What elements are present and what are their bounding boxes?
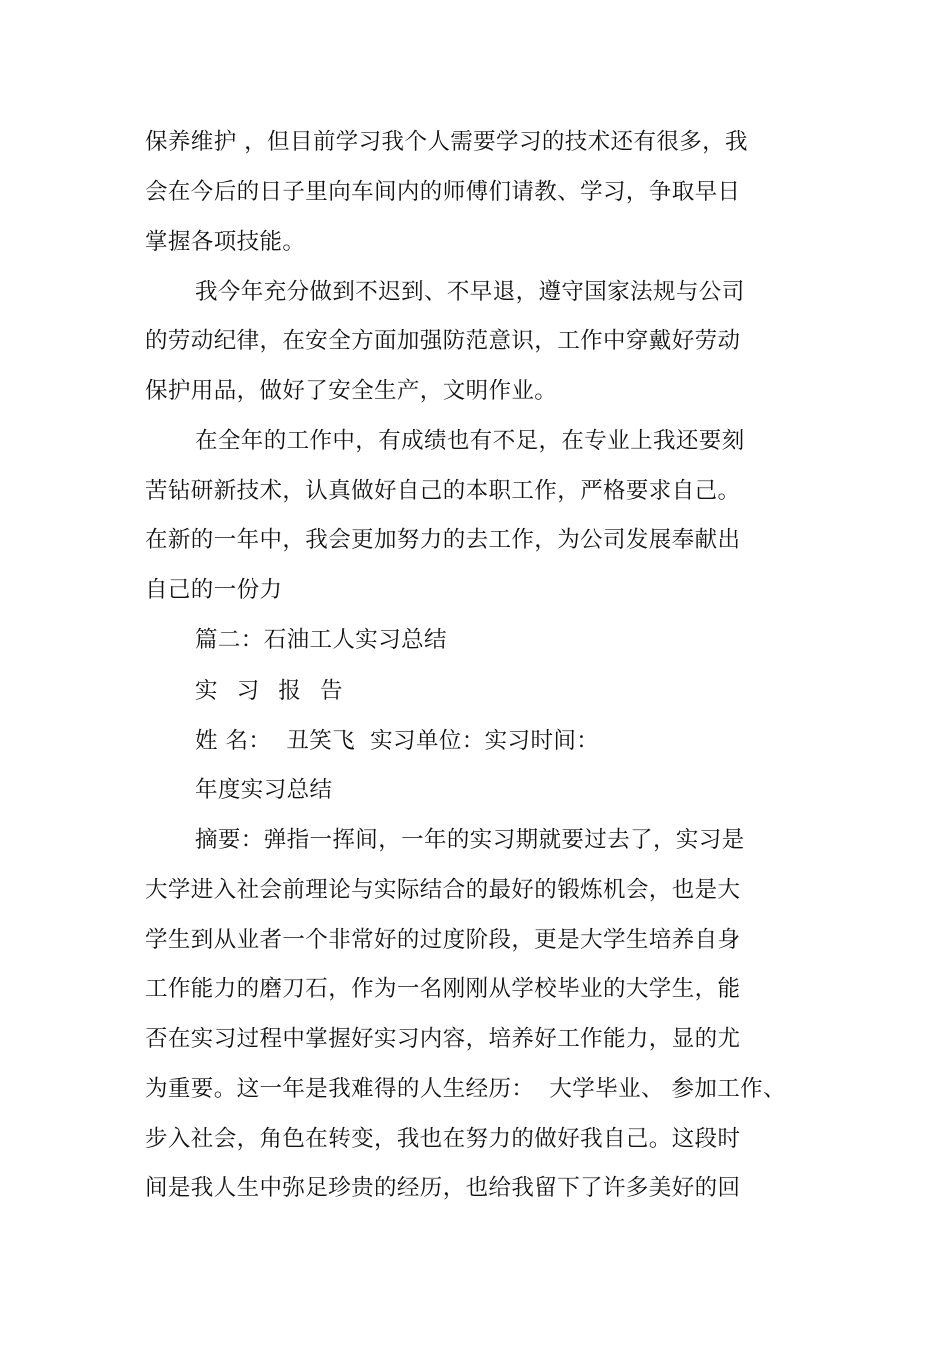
text-line: 在全年的工作中，有成绩也有不足，在专业上我还要刻 xyxy=(195,428,745,454)
text-line: 间是我人生中弥足珍贵的经历，也给我留下了许多美好的回 xyxy=(145,1175,741,1201)
text-line: 的劳动纪律，在安全方面加强防范意识，工作中穿戴好劳动 xyxy=(145,328,741,354)
text-line: 在新的一年中，我会更加努力的去工作，为公司发展奉献出 xyxy=(145,527,741,553)
text-line: 会在今后的日子里向车间内的师傅们请教、学习，争取早日 xyxy=(145,179,741,205)
text-line: 学生到从业者一个非常好的过度阶段，更是大学生培养自身 xyxy=(145,927,741,953)
text-line: 工作能力的磨刀石，作为一名刚刚从学校毕业的大学生，能 xyxy=(145,976,741,1002)
section-heading: 篇二：石油工人实习总结 xyxy=(195,627,447,653)
text-line: 步入社会，角色在转变，我也在努力的做好我自己。这段时 xyxy=(145,1126,741,1152)
text-line: 为重要。这一年是我难得的人生经历： 大学毕业、 参加工作、 xyxy=(145,1076,786,1102)
report-title: 实 习 报 告 xyxy=(195,678,349,704)
text-line: 摘要：弹指一挥间，一年的实习期就要过去了，实习是 xyxy=(195,827,745,853)
text-line: 我今年充分做到不迟到、不早退，遵守国家法规与公司 xyxy=(195,279,745,305)
text-line: 掌握各项技能。 xyxy=(145,229,306,255)
text-line: 否在实习过程中掌握好实习内容，培养好工作能力，显的尤 xyxy=(145,1026,741,1052)
text-line: 保护用品，做好了安全生产，文明作业。 xyxy=(145,378,558,404)
text-line: 苦钻研新技术，认真做好自己的本职工作，严格要求自己。 xyxy=(145,478,741,504)
text-line: 自己的一份力 xyxy=(145,577,283,603)
text-line: 保养维护 ，但目前学习我个人需要学习的技术还有很多，我 xyxy=(145,129,748,155)
report-info-line: 姓 名： 丑笑飞 实习单位：实习时间： xyxy=(195,728,600,754)
report-subtitle: 年度实习总结 xyxy=(195,777,333,803)
text-line: 大学进入社会前理论与实际结合的最好的锻炼机会，也是大 xyxy=(145,877,741,903)
